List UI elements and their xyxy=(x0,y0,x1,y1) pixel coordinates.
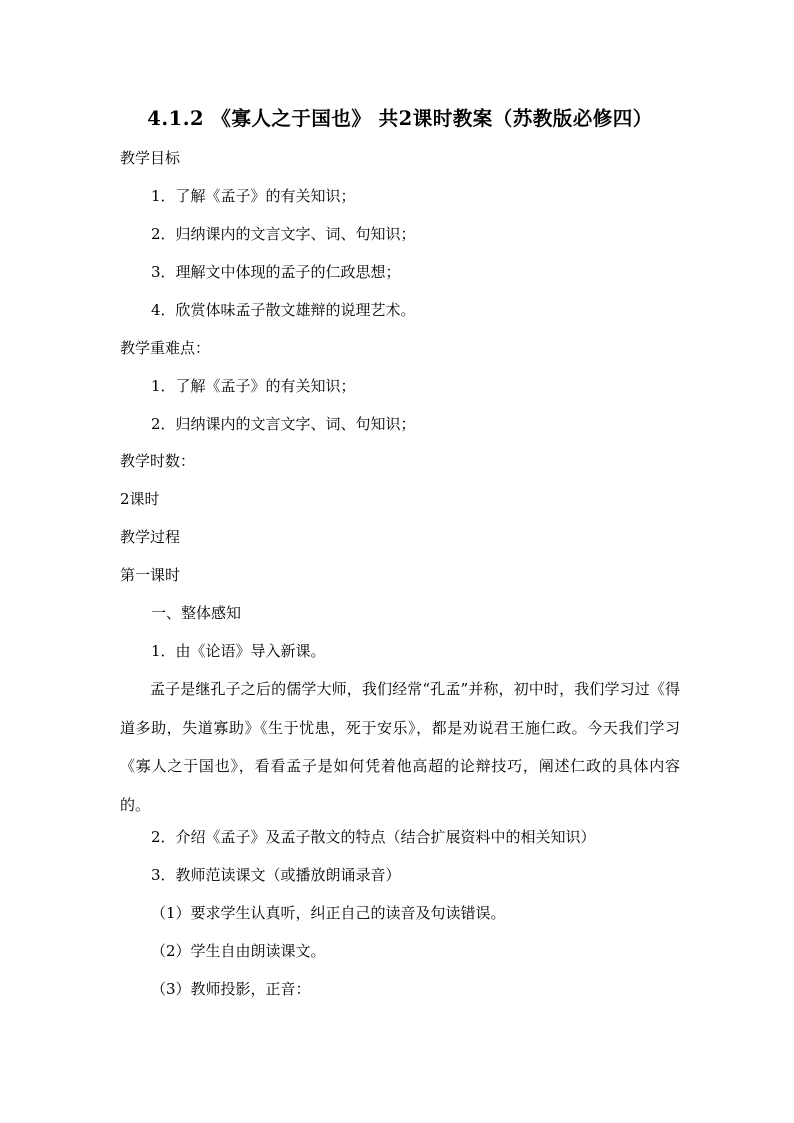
section-heading-keypoints: 教学重难点： xyxy=(120,339,211,357)
sub-step-2: （2）学生自由朗读课文。 xyxy=(151,942,326,960)
keypoint-item-1: 1．了解《孟子》的有关知识； xyxy=(151,377,356,395)
step-1: 1．由《论语》导入新课。 xyxy=(151,642,326,660)
intro-paragraph: 孟子是继孔子之后的儒学大师，我们经常“孔孟”并称，初中时，我们学习过《得道多助，失道寡助》《生于忧患，死于安乐》，都是劝说君王施仁政。今天我们学习《寡人之于国也》，看看孟子是如何凭着他高超的论辩技巧，阐述仁政的具体内容的。 xyxy=(120,680,680,814)
lesson-heading: 第一课时 xyxy=(120,566,181,584)
keypoint-item-2: 2．归纳课内的文言文字、词、句知识； xyxy=(151,415,416,433)
goal-item-2: 2．归纳课内的文言文字、词、句知识； xyxy=(151,225,416,243)
sub-step-1: （1）要求学生认真听，纠正自己的读音及句读错误。 xyxy=(151,904,506,922)
goal-item-4: 4．欣赏体味孟子散文雄辩的说理艺术。 xyxy=(151,301,416,319)
step-2: 2．介绍《孟子》及孟子散文的特点（结合扩展资料中的相关知识） xyxy=(151,828,596,846)
goal-item-1: 1．了解《孟子》的有关知识； xyxy=(151,187,356,205)
document-title: 4.1.2 《寡人之于国也》 共2课时教案（苏教版必修四） xyxy=(147,107,653,130)
hours-value: 2课时 xyxy=(120,490,160,508)
part-heading: 一、整体感知 xyxy=(151,604,242,622)
sub-step-3: （3）教师投影，正音： xyxy=(151,980,311,998)
goal-item-3: 3．理解文中体现的孟子的仁政思想； xyxy=(151,263,401,281)
section-heading-process: 教学过程 xyxy=(120,528,181,546)
section-heading-goals: 教学目标 xyxy=(120,149,181,167)
step-3: 3．教师范读课文（或播放朗诵录音） xyxy=(151,866,401,884)
section-heading-hours: 教学时数： xyxy=(120,452,196,470)
